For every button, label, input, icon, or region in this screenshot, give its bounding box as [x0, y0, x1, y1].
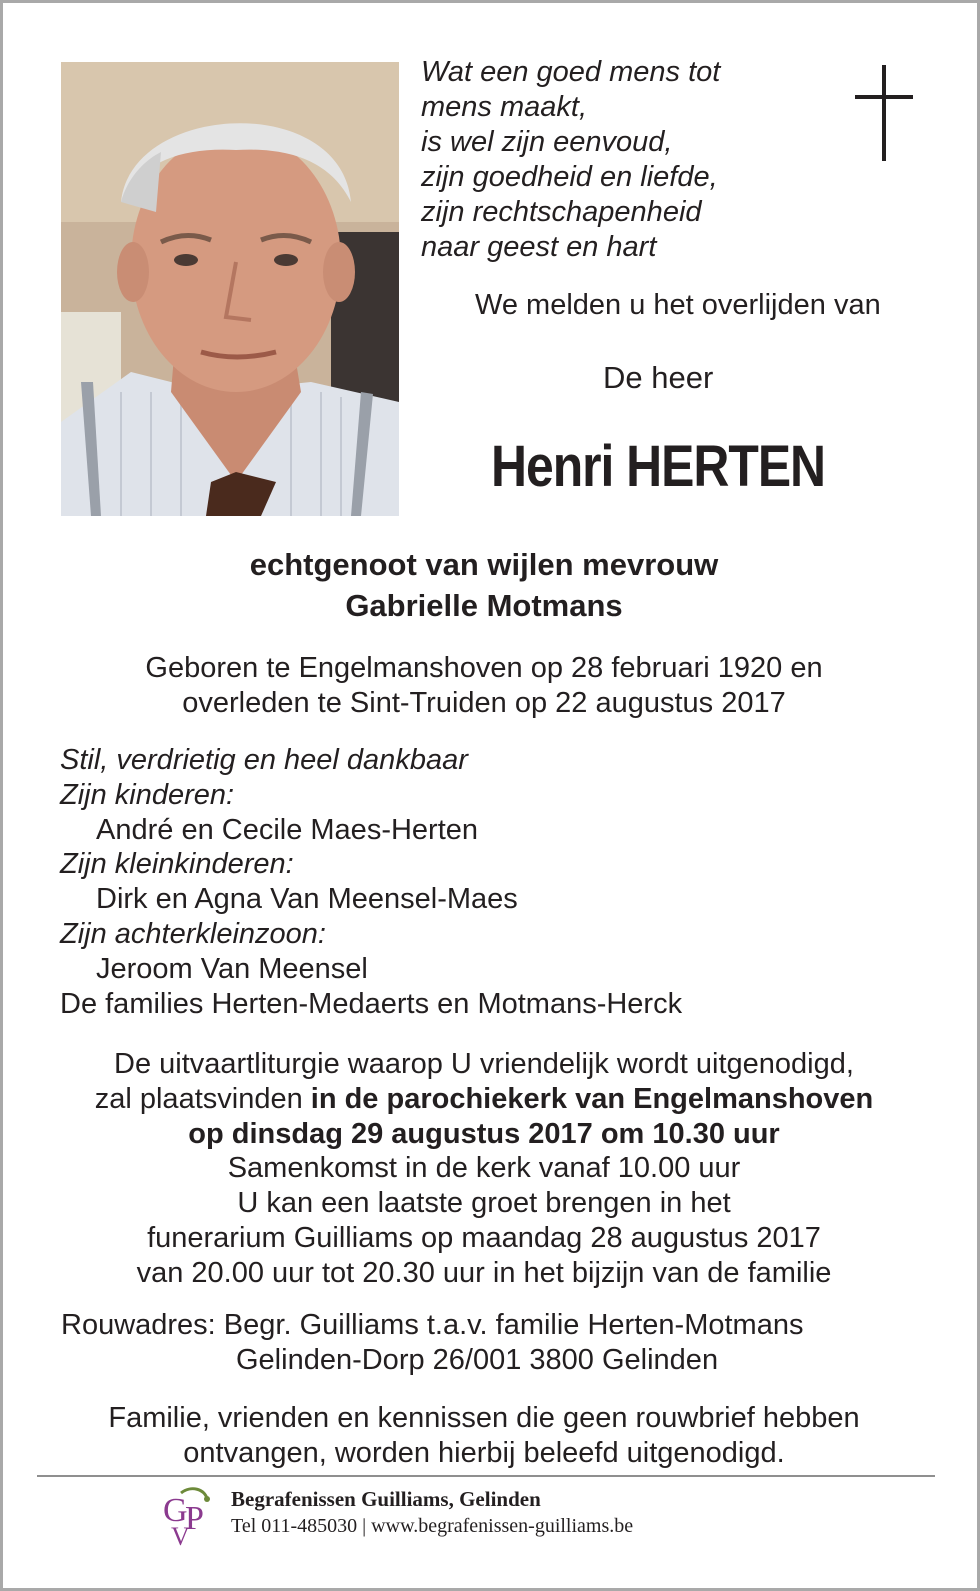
greatgrandson-label: Zijn achterkleinzoon: [60, 917, 326, 950]
invitation-line: Familie, vrienden en kennissen die geen rouwbrief hebben [108, 1402, 860, 1434]
spouse-name: Gabrielle Motmans [345, 588, 623, 623]
funeral-line: funerarium Guilliams op maandag 28 augustus 2017 [147, 1221, 821, 1254]
company-logo-icon [161, 1485, 217, 1547]
company-contact: Tel 011-485030 | www.begrafenissen-guilliams.be [231, 1515, 634, 1537]
svg-text:G: G [163, 1492, 188, 1529]
poem-line: is wel zijn eenvoud, [421, 126, 673, 158]
birth-death-block [3, 651, 965, 721]
funeral-line: U kan een laatste groet brengen in het [237, 1187, 731, 1220]
svg-text:V: V [171, 1522, 190, 1547]
funeral-location: in de parochiekerk van Engelmanshoven [310, 1082, 874, 1115]
funeral-line: van 20.00 uur tot 20.30 uur in het bijzijn van de familie [136, 1256, 832, 1289]
announcement: We melden u het overlijden van [475, 289, 881, 321]
funeral-line-text: zal plaatsvinden [94, 1082, 311, 1115]
invitation-block [3, 1401, 965, 1471]
family-block [60, 743, 682, 1021]
invitation-line: ontvangen, worden hierbij beleefd uitgenodigd. [183, 1437, 785, 1469]
birth-line: Geboren te Engelmanshoven op 28 februari 1920 en [145, 652, 823, 684]
grandchildren-label: Zijn kleinkinderen: [60, 848, 294, 881]
poem-line: zijn rechtschapenheid [421, 196, 702, 228]
death-line: overleden te Sint-Truiden op 22 augustus 2017 [182, 687, 786, 719]
children-label: Zijn kinderen: [60, 778, 235, 811]
poem-line: Wat een goed mens tot [421, 56, 721, 88]
company-name: Begrafenissen Guilliams, Gelinden [231, 1487, 541, 1511]
families-line: De families Herten-Medaerts en Motmans-Herck [60, 987, 683, 1020]
poem-line: mens maakt, [421, 91, 587, 123]
mourning-address: Rouwadres: Begr. Guilliams t.a.v. familie Herten-Motmans [61, 1309, 804, 1341]
portrait-illustration [61, 62, 399, 516]
cross-icon [855, 65, 913, 161]
funeral-line [3, 1082, 965, 1117]
divider [37, 1475, 935, 1477]
funeral-line: Samenkomst in de kerk vanaf 10.00 uur [227, 1152, 741, 1185]
deceased-name: Henri HERTEN [491, 434, 826, 499]
poem [421, 55, 720, 265]
mourning-address-street: Gelinden-Dorp 26/001 3800 Gelinden [236, 1344, 719, 1376]
funeral-datetime [3, 1117, 965, 1152]
grandchildren-names: Dirk en Agna Van Meensel-Maes [96, 883, 518, 916]
greatgrandson-name: Jeroom Van Meensel [96, 952, 368, 985]
funeral-block [3, 1047, 965, 1291]
honorific: De heer [603, 360, 714, 395]
portrait-photo [61, 62, 399, 516]
children-names: André en Cecile Maes-Herten [96, 813, 479, 846]
funeral-line: De uitvaartliturgie waarop U vriendelijk wordt uitgenodigd, [114, 1048, 854, 1080]
spouse-block [3, 544, 965, 626]
funeral-date: op dinsdag 29 augustus 2017 om 10.30 uur [188, 1117, 780, 1150]
svg-text:P: P [185, 1500, 204, 1537]
poem-line: naar geest en hart [421, 231, 657, 263]
spouse-line: echtgenoot van wijlen mevrouw [249, 547, 719, 582]
poem-line: zijn goedheid en liefde, [421, 161, 718, 193]
footer [231, 1487, 633, 1538]
family-intro: Stil, verdrietig en heel dankbaar [60, 744, 468, 776]
